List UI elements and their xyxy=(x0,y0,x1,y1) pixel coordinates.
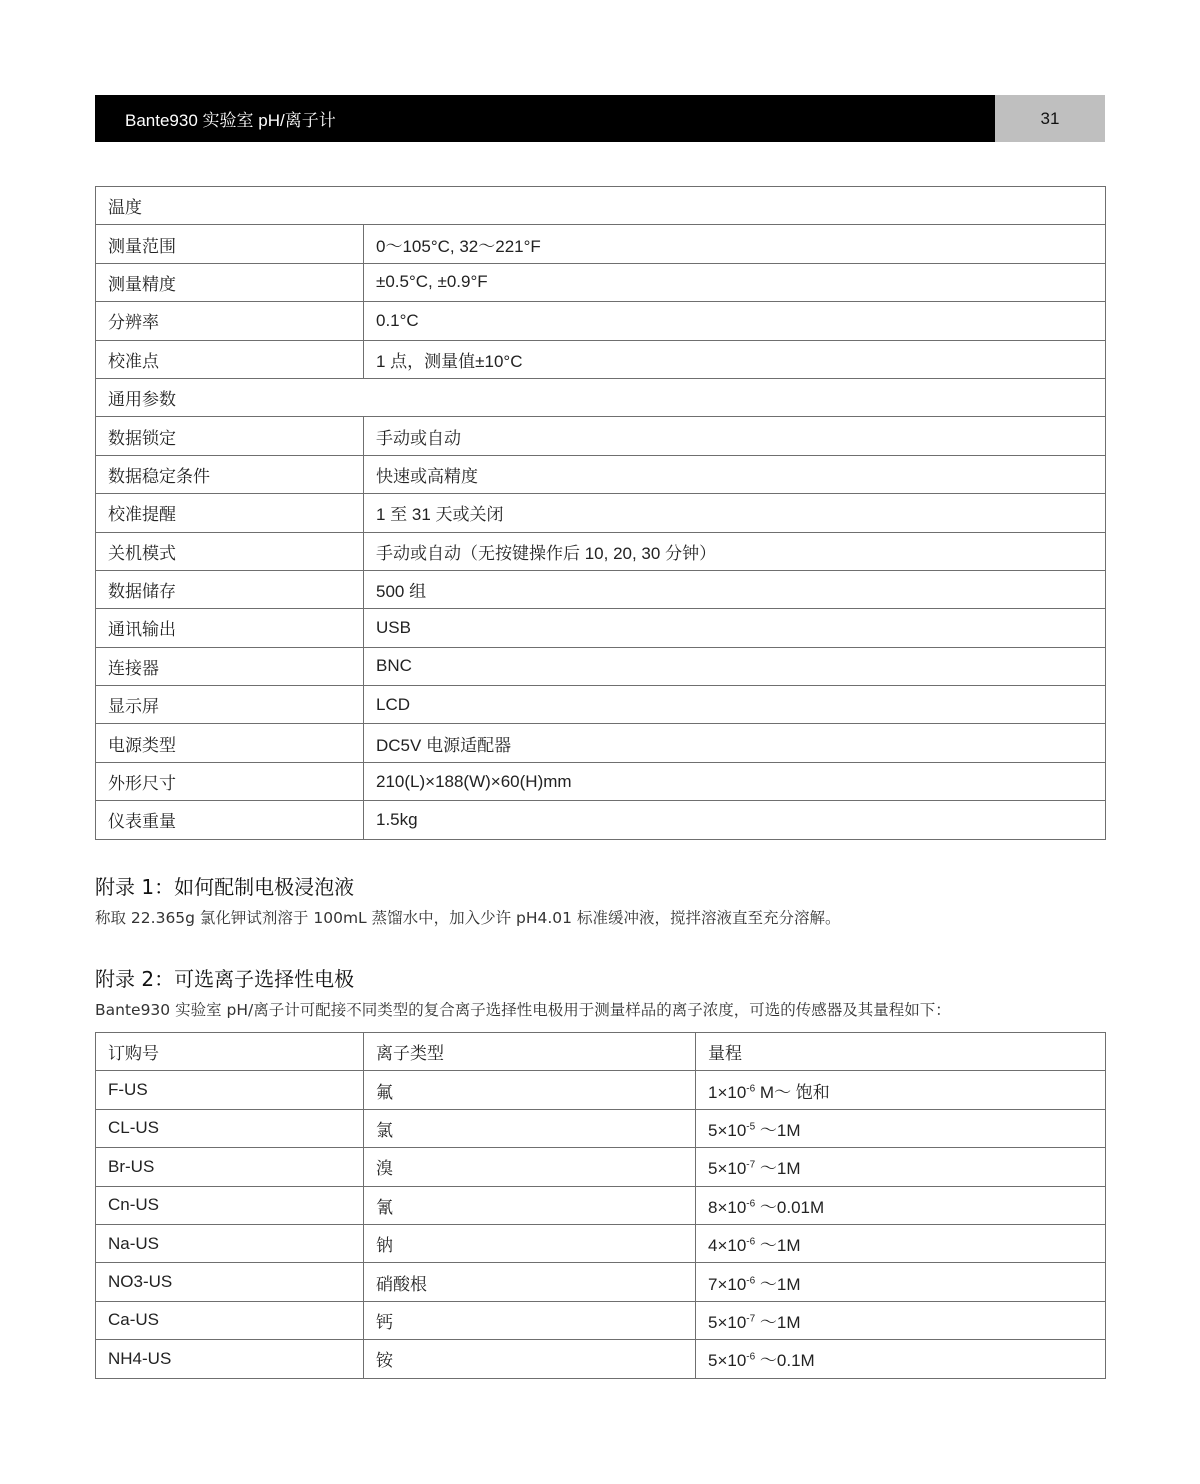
spec-label: 电源类型 xyxy=(96,724,364,762)
range-exponent: -6 xyxy=(746,1274,756,1286)
table-row xyxy=(96,609,1106,647)
table-row xyxy=(96,1186,1106,1224)
range-coefficient: 1×10 xyxy=(708,1082,747,1102)
range-coefficient: 5×10 xyxy=(708,1351,747,1371)
spec-value: 500 组 xyxy=(364,570,1106,608)
page-number: 31 xyxy=(995,95,1105,142)
measurement-range xyxy=(696,1224,1106,1262)
spec-value: 210(L)×188(W)×60(H)mm xyxy=(364,762,1106,800)
range-limit: M～ 饱和 xyxy=(755,1082,830,1102)
column-header-order-number: 订购号 xyxy=(96,1033,364,1071)
section-row xyxy=(96,378,1106,416)
ion-type: 氟 xyxy=(364,1071,696,1109)
spec-label: 校准点 xyxy=(96,340,364,378)
table-header-row xyxy=(96,1033,1106,1071)
section-row xyxy=(96,187,1106,225)
range-limit: ～0.01M xyxy=(755,1197,825,1217)
range-limit: ～1M xyxy=(755,1312,801,1332)
ion-type: 氯 xyxy=(364,1109,696,1147)
range-limit: ～0.1M xyxy=(755,1351,815,1371)
table-row xyxy=(96,1109,1106,1147)
range-coefficient: 5×10 xyxy=(708,1159,747,1179)
spec-value: 0.1°C xyxy=(364,302,1106,340)
spec-label: 仪表重量 xyxy=(96,801,364,839)
spec-value: 1 至 31 天或关闭 xyxy=(364,494,1106,532)
measurement-range xyxy=(696,1071,1106,1109)
ion-type: 氰 xyxy=(364,1186,696,1224)
measurement-range xyxy=(696,1263,1106,1301)
spec-value: 手动或自动（无按键操作后 10, 20, 30 分钟） xyxy=(364,532,1106,570)
spec-value: 快速或高精度 xyxy=(364,455,1106,493)
ion-electrode-table xyxy=(95,1032,1106,1379)
spec-label: 外形尺寸 xyxy=(96,762,364,800)
range-limit: ～1M xyxy=(755,1274,801,1294)
spec-label: 显示屏 xyxy=(96,686,364,724)
table-row xyxy=(96,1224,1106,1262)
table-row xyxy=(96,302,1106,340)
page-header xyxy=(95,95,1105,142)
column-header-range: 量程 xyxy=(696,1033,1106,1071)
measurement-range xyxy=(696,1186,1106,1224)
range-coefficient: 7×10 xyxy=(708,1274,747,1294)
spec-value: LCD xyxy=(364,686,1106,724)
document-title: Bante930 实验室 pH/离子计 xyxy=(95,95,995,142)
range-exponent: -5 xyxy=(746,1121,756,1133)
specification-table xyxy=(95,186,1106,840)
order-number: F-US xyxy=(96,1071,364,1109)
range-exponent: -7 xyxy=(746,1159,756,1171)
order-number: Na-US xyxy=(96,1224,364,1262)
table-row xyxy=(96,1340,1106,1378)
order-number: NO3-US xyxy=(96,1263,364,1301)
table-row xyxy=(96,340,1106,378)
range-exponent: -7 xyxy=(746,1313,756,1325)
table-row xyxy=(96,1301,1106,1339)
spec-label: 测量精度 xyxy=(96,263,364,301)
range-coefficient: 4×10 xyxy=(708,1236,747,1256)
spec-value: USB xyxy=(364,609,1106,647)
table-row xyxy=(96,532,1106,570)
spec-value: 1 点，测量值±10°C xyxy=(364,340,1106,378)
table-row xyxy=(96,1263,1106,1301)
table-row xyxy=(96,762,1106,800)
range-coefficient: 8×10 xyxy=(708,1197,747,1217)
range-exponent: -6 xyxy=(746,1082,756,1094)
range-coefficient: 5×10 xyxy=(708,1312,747,1332)
spec-value: 0～105°C, 32～221°F xyxy=(364,225,1106,263)
table-row xyxy=(96,494,1106,532)
spec-label: 数据稳定条件 xyxy=(96,455,364,493)
table-row xyxy=(96,801,1106,839)
spec-value: DC5V 电源适配器 xyxy=(364,724,1106,762)
spec-label: 数据锁定 xyxy=(96,417,364,455)
section-label: 温度 xyxy=(96,187,1106,225)
appendix-1-title: 附录 1：如何配制电极浸泡液 xyxy=(95,875,355,899)
spec-label: 测量范围 xyxy=(96,225,364,263)
table-row xyxy=(96,225,1106,263)
range-limit: ～1M xyxy=(755,1159,801,1179)
range-limit: ～1M xyxy=(755,1120,801,1140)
table-row xyxy=(96,686,1106,724)
appendix-2-text: Bante930 实验室 pH/离子计可配接不同类型的复合离子选择性电极用于测量样品的离子浓度，可选的传感器及其量程如下： xyxy=(95,1001,951,1019)
range-coefficient: 5×10 xyxy=(708,1120,747,1140)
spec-value: 1.5kg xyxy=(364,801,1106,839)
column-header-ion-type: 离子类型 xyxy=(364,1033,696,1071)
table-row xyxy=(96,1148,1106,1186)
measurement-range xyxy=(696,1340,1106,1378)
table-row xyxy=(96,263,1106,301)
spec-label: 关机模式 xyxy=(96,532,364,570)
measurement-range xyxy=(696,1109,1106,1147)
table-row xyxy=(96,647,1106,685)
table-row xyxy=(96,1071,1106,1109)
range-exponent: -6 xyxy=(746,1351,756,1363)
spec-label: 连接器 xyxy=(96,647,364,685)
order-number: Cn-US xyxy=(96,1186,364,1224)
section-label: 通用参数 xyxy=(96,378,1106,416)
order-number: NH4-US xyxy=(96,1340,364,1378)
appendix-2-title: 附录 2：可选离子选择性电极 xyxy=(95,967,355,991)
table-row xyxy=(96,417,1106,455)
ion-type: 铵 xyxy=(364,1340,696,1378)
order-number: Ca-US xyxy=(96,1301,364,1339)
table-row xyxy=(96,570,1106,608)
appendix-1-text: 称取 22.365g 氯化钾试剂溶于 100mL 蒸馏水中，加入少许 pH4.01 标准缓冲液，搅拌溶液直至充分溶解。 xyxy=(95,909,841,927)
table-row xyxy=(96,455,1106,493)
ion-type: 溴 xyxy=(364,1148,696,1186)
spec-label: 通讯输出 xyxy=(96,609,364,647)
spec-value: BNC xyxy=(364,647,1106,685)
order-number: Br-US xyxy=(96,1148,364,1186)
range-exponent: -6 xyxy=(746,1236,756,1248)
order-number: CL-US xyxy=(96,1109,364,1147)
range-limit: ～1M xyxy=(755,1236,801,1256)
spec-label: 校准提醒 xyxy=(96,494,364,532)
spec-label: 分辨率 xyxy=(96,302,364,340)
ion-type: 钠 xyxy=(364,1224,696,1262)
spec-label: 数据储存 xyxy=(96,570,364,608)
table-row xyxy=(96,724,1106,762)
measurement-range xyxy=(696,1301,1106,1339)
range-exponent: -6 xyxy=(746,1198,756,1210)
ion-type: 硝酸根 xyxy=(364,1263,696,1301)
spec-value: 手动或自动 xyxy=(364,417,1106,455)
measurement-range xyxy=(696,1148,1106,1186)
spec-value: ±0.5°C, ±0.9°F xyxy=(364,263,1106,301)
ion-type: 钙 xyxy=(364,1301,696,1339)
